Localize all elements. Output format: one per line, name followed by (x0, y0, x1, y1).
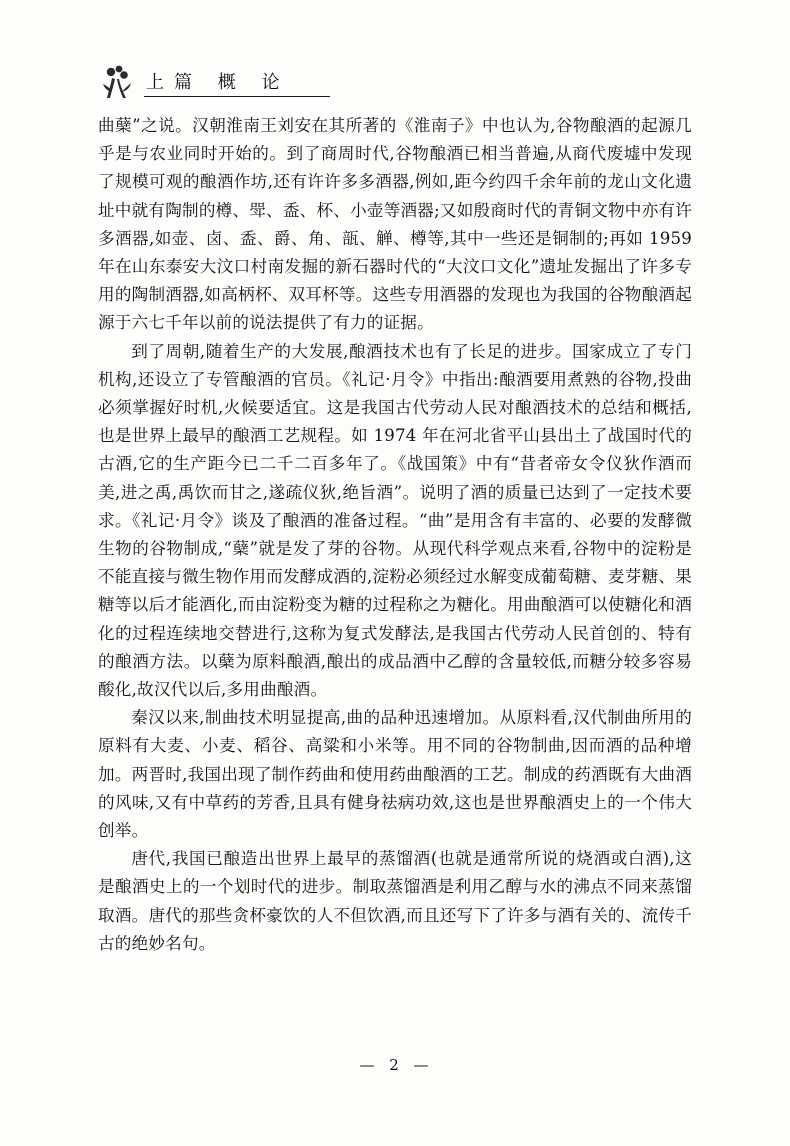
header-divider (144, 96, 330, 97)
page-header (98, 60, 692, 104)
footer-dash-right: — (413, 1056, 431, 1074)
flower-ornament-icon (98, 62, 138, 102)
page-content (98, 60, 692, 958)
page-number: 2 (389, 1056, 401, 1074)
paragraph-4: 唐代,我国已酿造出世界上最早的蒸馏酒(也就是通常所说的烧酒或白酒),这是酿酒史上的一个划时代的进步。制取蒸馏酒是利用乙醇与水的沸点不同来蒸馏取酒。唐代的那些贪杯豪饮的人不但饮酒,而且还写下了许多与酒有关的、流传千古的绝妙名句。 (98, 849, 692, 953)
paragraph-1: 曲蘖”之说。汉朝淮南王刘安在其所著的《淮南子》中也认为,谷物酿酒的起源几乎是与农业同时开始的。到了商周时代,谷物酿酒已相当普遍,从商代废墟中发现了规模可观的酿酒作坊,还有许许多多酒器,例如,距今约四千余年前的龙山文化遗址中就有陶制的樽、斝、盉、杯、小壶等酒器;又如殷商时代的青铜文物中亦有许多酒器,如壶、卤、盉、爵、角、瓿、觯、樽等,其中一些还是铜制的;再如 1959 年在山东泰安大汶口村南发掘的新石器时代的“大汶口文化”遗址发掘出了许多专用的陶制酒器,如高柄杯、双耳杯等。这些专用酒器的发现也为我国的谷物酿酒起源于六七千年以前的说法提供了有力的证据。 (98, 116, 692, 333)
page-title: 上篇 概 论 (146, 72, 290, 93)
page-footer (0, 1056, 790, 1074)
paragraph-2: 到了周朝,随着生产的大发展,酿酒技术也有了长足的进步。国家成立了专门机构,还设立了专管酿酒的官员。《礼记·月令》中指出:酿酒要用煮熟的谷物,投曲必须掌握好时机,火候要适宜。这是我国古代劳动人民对酿酒技术的总结和概括,也是世界上最早的酿酒工艺规程。如 1974 年在河北省平山县出土了战国时代的古酒,它的生产距今已二千二百多年了。《战国策》中有“昔者帝女令仪狄作酒而美,进之禹,禹饮而甘之,遂疏仪狄,绝旨酒”。说明了酒的质量已达到了一定技术要求。《礼记·月令》谈及了酿酒的准备过程。“曲”是用含有丰富的、必要的发酵微生物的谷物制成,“蘖”就是发了芽的谷物。从现代科学观点来看,谷物中的淀粉是不能直接与微生物作用而发酵成酒的,淀粉必须经过水解变成葡萄糖、麦芽糖、果糖等以后才能酒化,而由淀粉变为糖的过程称之为糖化。用曲酿酒可以使糖化和酒化的过程连续地交替进行,这称为复式发酵法,是我国古代劳动人民首创的、特有的酿酒方法。以蘖为原料酿酒,酿出的成品酒中乙醇的含量较低,而糖分较多容易酸化,故汉代以后,多用曲酿酒。 (98, 341, 692, 700)
body-text (98, 112, 692, 958)
footer-dash-left: — (359, 1056, 377, 1074)
paragraph-3: 秦汉以来,制曲技术明显提高,曲的品种迅速增加。从原料看,汉代制曲所用的原料有大麦、小麦、稻谷、高粱和小米等。用不同的谷物制曲,因而酒的品种增加。两晋时,我国出现了制作药曲和使用药曲酿酒的工艺。制成的药酒既有大曲酒的风味,又有中草药的芳香,且具有健身祛病功效,这也是世界酿酒史上的一个伟大创举。 (98, 708, 692, 841)
